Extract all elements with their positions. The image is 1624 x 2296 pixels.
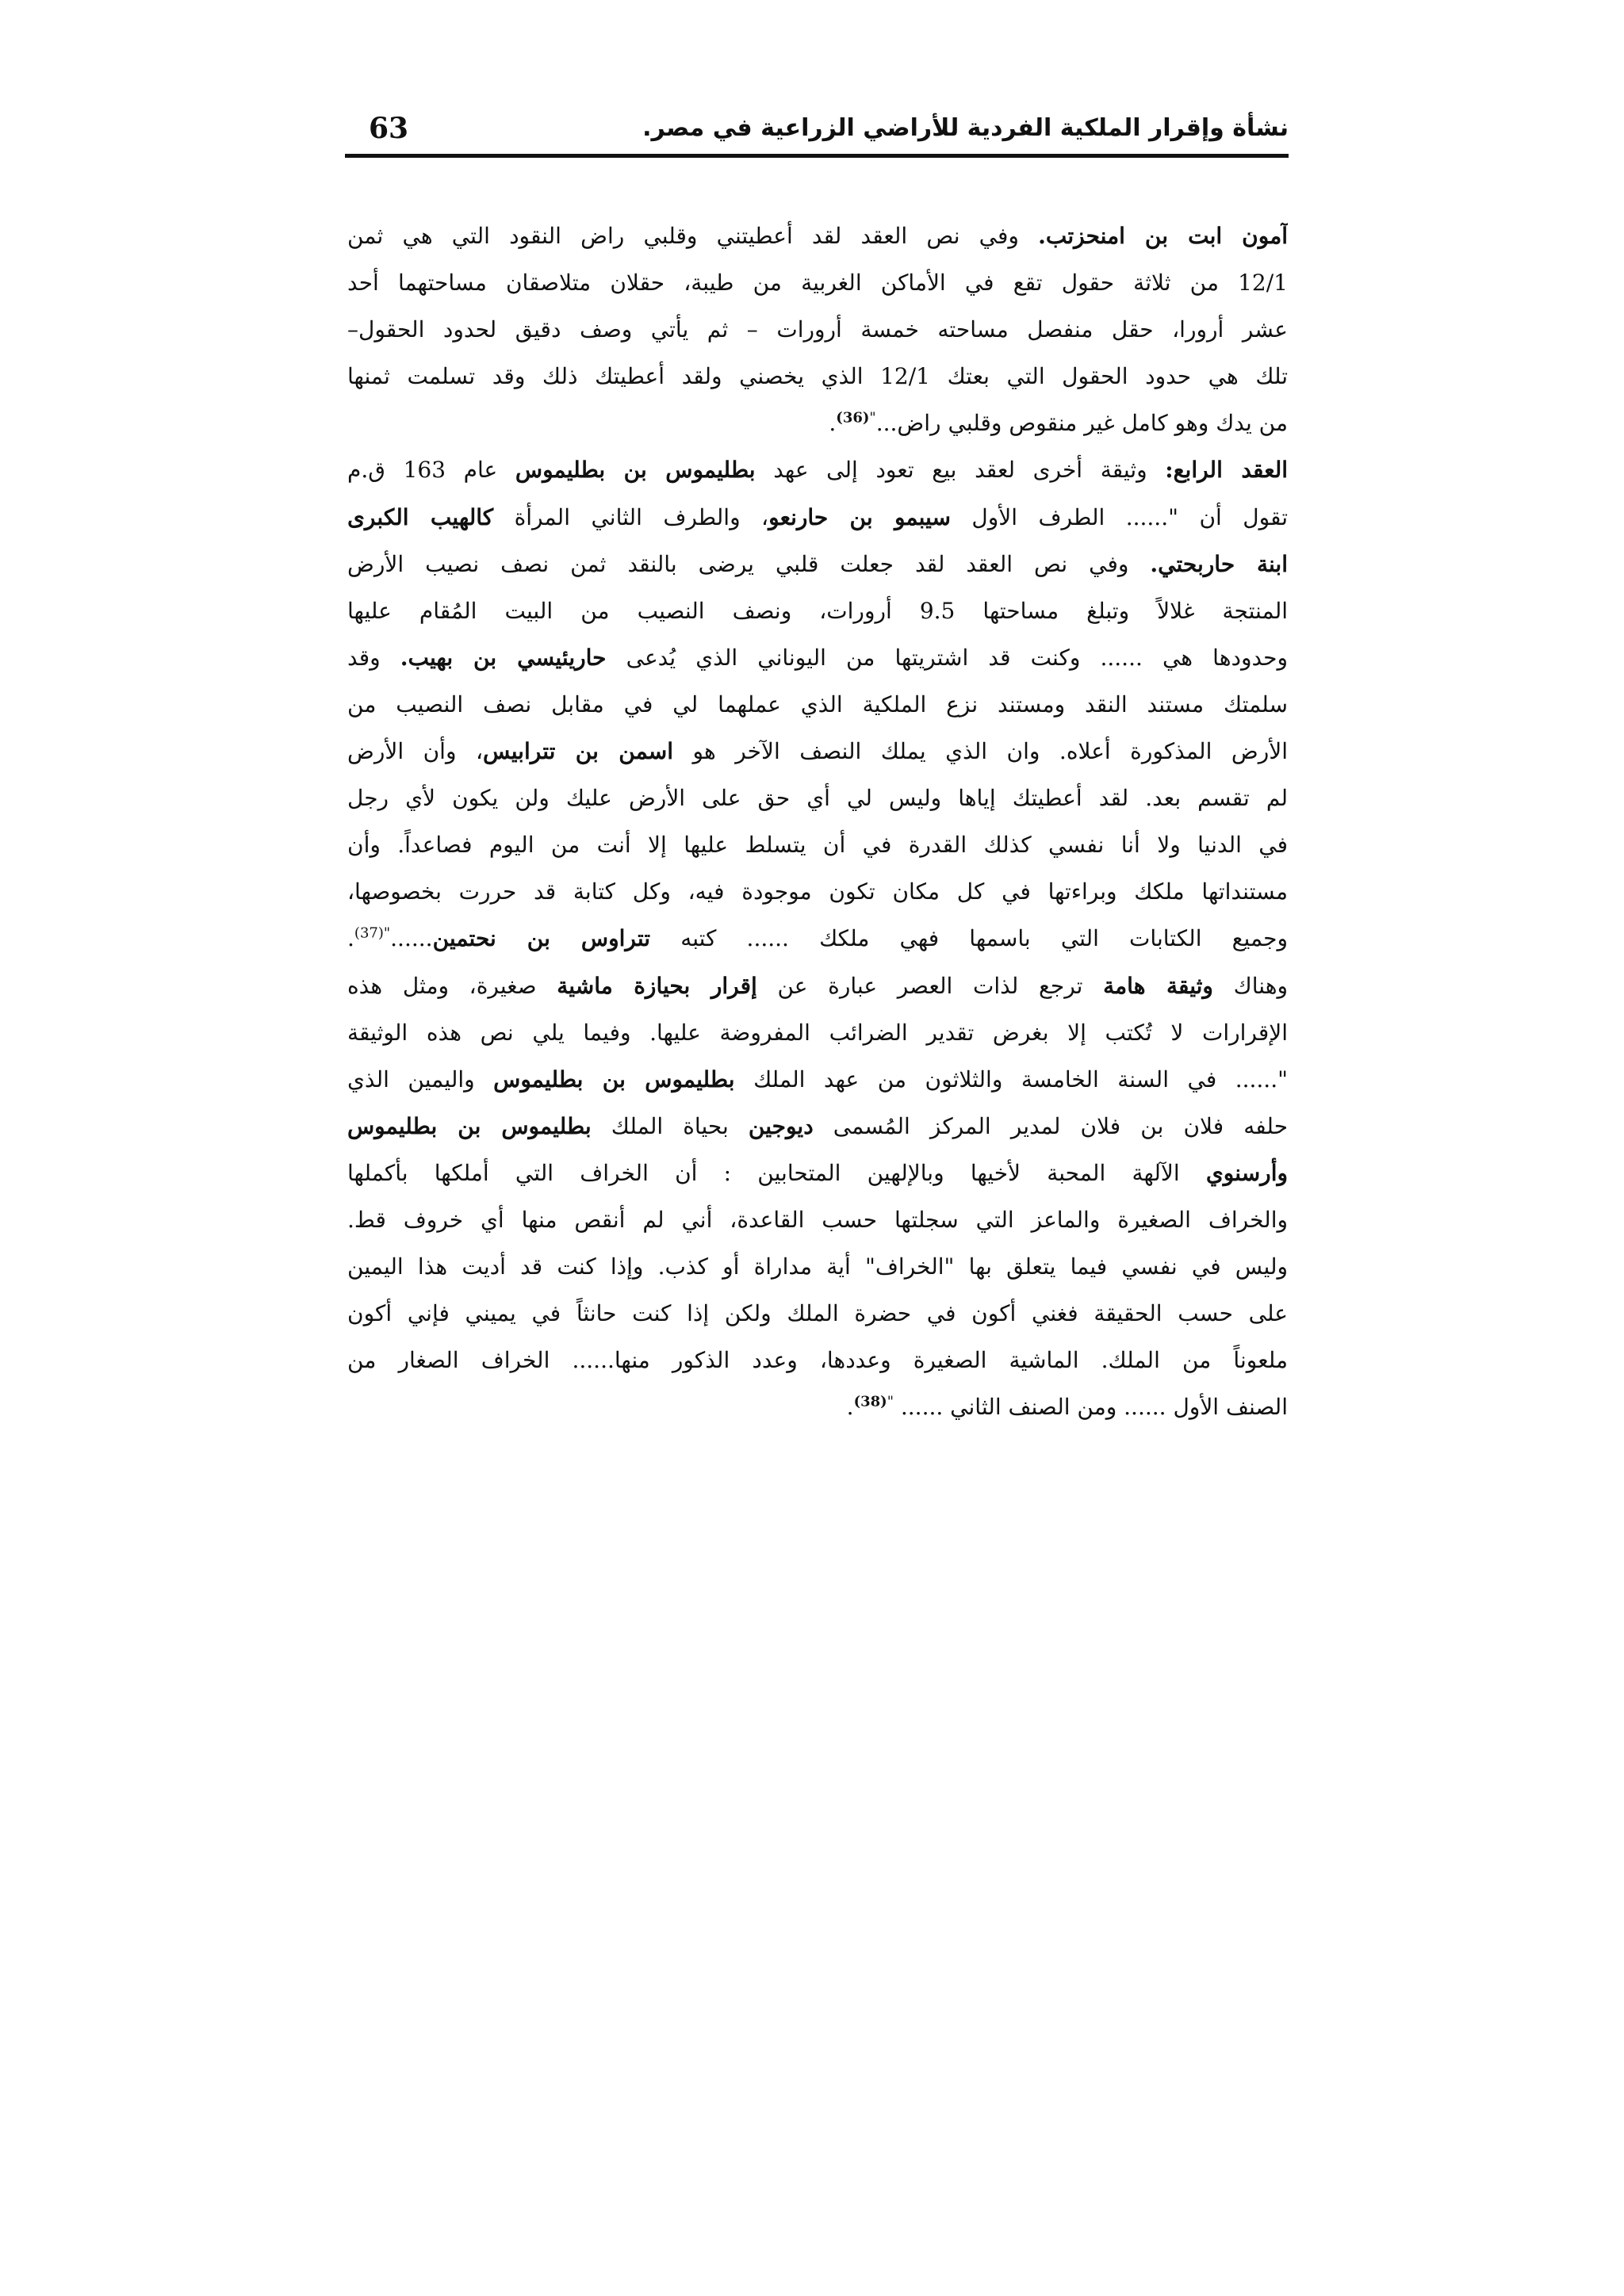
text-run: عام 163 ق.م (347, 457, 515, 484)
text-run: لم تقسم بعد. لقد أعطيتك إياها وليس لي أي حق على الأرض عليك ولن يكون لأي رجل (347, 785, 1288, 812)
text-line (347, 259, 1288, 306)
text-line (347, 915, 1288, 962)
bold-name: سيبمو بن حارنعو (768, 503, 951, 530)
text-run: وهناك (1212, 972, 1288, 999)
text-line (347, 634, 1288, 681)
text-run: 12/1 من ثلاثة حقول تقع في الأماكن الغربية من طيبة، حقلان متلاصقان مساحتهما أحد (347, 270, 1288, 297)
bold-name: حاريئيسي بن بهيب. (400, 644, 607, 671)
text-run: واليمين الذي (347, 1066, 494, 1093)
text-line (347, 1009, 1288, 1056)
text-run: تقول أن "...... الطرف الأول (950, 503, 1288, 530)
text-run: ، والطرف الثاني المرأة (493, 503, 769, 530)
bold-name: بطليموس بن بطليموس (493, 1066, 735, 1093)
text-run: وثيقة أخرى لعقد بيع تعود إلى عهد (755, 457, 1166, 484)
footnote-ref: (38) (853, 1394, 887, 1411)
bold-name: اسمن بن تترابيس (483, 738, 673, 765)
text-line (347, 1150, 1288, 1196)
text-run: الإقرارات لا تُكتب إلا بغرض تقدير الضرائب المفروضة عليها. وفيما يلي نص هذه الوثيقة (347, 1019, 1288, 1046)
text-run: . (347, 925, 354, 952)
text-run: حلفه فلان بن فلان لمدير المركز المُسمى (813, 1112, 1288, 1139)
bold-name: إقرار بحيازة ماشية (557, 972, 757, 999)
footnote-ref: (36) (836, 410, 870, 427)
text-run: والخراف الصغيرة والماعز التي سجلتها حسب القاعدة، أني لم أنقص منها أي خروف قط. (347, 1206, 1288, 1233)
page-number: 63 (369, 112, 409, 145)
text-line (347, 587, 1288, 634)
footnote-ref: " (869, 410, 876, 427)
text-run: الأرض المذكورة أعلاه. وان الذي يملك النصف الآخر هو (673, 738, 1288, 765)
text-run: وفي نص العقد لقد جعلت قلبي يرضى بالنقد ثمن نصف نصيب الأرض (347, 550, 1151, 577)
body-text (347, 212, 1288, 1430)
text-line (347, 353, 1288, 400)
text-line (347, 962, 1288, 1009)
text-line (347, 1290, 1288, 1337)
bold-name: آمون ابت بن امنحزتب. (1038, 223, 1288, 249)
text-run: مستنداتها ملكك وبراءتها في كل مكان تكون موجودة فيه، وكل كتابة قد حررت بخصوصها، (347, 878, 1288, 905)
text-line (347, 212, 1288, 259)
footnote-ref: " (383, 925, 391, 943)
text-line (347, 868, 1288, 915)
bold-name: وثيقة هامة (1103, 972, 1213, 999)
text-run: وحدودها هي ...... وكنت قد اشتريتها من اليوناني الذي يُدعى (606, 644, 1288, 671)
running-title: نشأة وإقرار الملكية الفردية للأراضي الزراعية في مصر. (642, 114, 1289, 142)
header-rule (345, 154, 1289, 158)
text-line (347, 1243, 1288, 1290)
text-line (347, 541, 1288, 587)
text-run: بحياة الملك (591, 1112, 749, 1139)
text-run: ...... (390, 925, 433, 952)
text-run: الآلهة المحبة لأخيها وبالإلهين المتحابين : أن الخراف التي أملكها بأكملها (347, 1159, 1206, 1186)
text-line (347, 821, 1288, 868)
text-line (347, 494, 1288, 541)
text-run: وليس في نفسي فيما يتعلق بها "الخراف" أية مداراة أو كذب. وإذا كنت قد أديت هذا اليمين (347, 1253, 1288, 1280)
text-line (347, 306, 1288, 353)
text-run: ترجع لذات العصر عبارة عن (756, 972, 1104, 999)
text-run: من يدك وهو كامل غير منقوص وقلبي راض... (875, 410, 1288, 437)
text-run: وفي نص العقد لقد أعطيتني وقلبي راض النقود التي هي ثمن (347, 223, 1039, 249)
bold-name: بطليموس بن بطليموس (347, 1112, 592, 1139)
text-run: الصنف الأول ...... ومن الصنف الثاني ...... (893, 1394, 1288, 1421)
bold-name: تتراوس بن نحتمين (432, 925, 651, 952)
text-line (347, 1383, 1288, 1430)
text-line (347, 681, 1288, 728)
text-run: المنتجة غلالاً وتبلغ مساحتها 9.5 أرورات، ونصف النصيب من البيت المُقام عليها (347, 597, 1288, 624)
text-run: في الدنيا ولا أنا نفسي كذلك القدرة في أن يتسلط عليها إلا أنت من اليوم فصاعداً. وأن (347, 832, 1288, 859)
page-header (345, 105, 1289, 152)
text-run: ملعوناً من الملك. الماشية الصغيرة وعددها، وعدد الذكور منها...... الخراف الصغار من (347, 1347, 1288, 1374)
bold-name: العقد الرابع: (1165, 457, 1288, 484)
text-line (347, 1103, 1288, 1150)
text-run: على حسب الحقيقة فغني أكون في حضرة الملك ولكن إذا كنت حانثاً في يميني فإني أكون (347, 1300, 1288, 1327)
text-line (347, 775, 1288, 821)
bold-name: كالهيب الكبرى (347, 503, 494, 530)
text-line (347, 400, 1288, 446)
text-line (347, 1196, 1288, 1243)
footnote-ref (836, 410, 869, 427)
bold-name: بطليموس بن بطليموس (515, 457, 756, 484)
text-run: ، وأن الأرض (347, 738, 484, 765)
text-run: "...... في السنة الخامسة والثلاثون من عهد الملك (734, 1066, 1288, 1093)
bold-name: ديوجين (748, 1112, 814, 1139)
bold-name: ابنة حاربحتي. (1150, 550, 1288, 577)
text-line (347, 446, 1288, 493)
text-run: وقد (347, 644, 400, 671)
text-run: . (846, 1394, 854, 1421)
text-run: صغيرة، ومثل هذه (347, 972, 557, 999)
footnote-ref: (37) (354, 925, 384, 943)
text-run: عشر أرورا، حقل منفصل مساحته خمسة أرورات – ثم يأتي وصف دقيق لحدود الحقول– (347, 316, 1288, 343)
text-run: وجميع الكتابات التي باسمها فهي ملكك ...... كتبه (650, 925, 1288, 952)
text-line (347, 1337, 1288, 1383)
text-line (347, 728, 1288, 775)
bold-name: وأرسنوي (1205, 1159, 1288, 1186)
text-line (347, 1056, 1288, 1103)
text-run: . (829, 410, 837, 437)
text-run: تلك هي حدود الحقول التي بعتك 12/1 الذي يخصني ولقد أعطيتك ذلك وقد تسلمت ثمنها (347, 363, 1288, 390)
footnote-ref: " (887, 1394, 894, 1411)
footnote-ref (854, 1394, 887, 1410)
text-run: سلمتك مستند النقد ومستند نزع الملكية الذي عملهما لي في مقابل نصف النصيب من (347, 691, 1288, 718)
